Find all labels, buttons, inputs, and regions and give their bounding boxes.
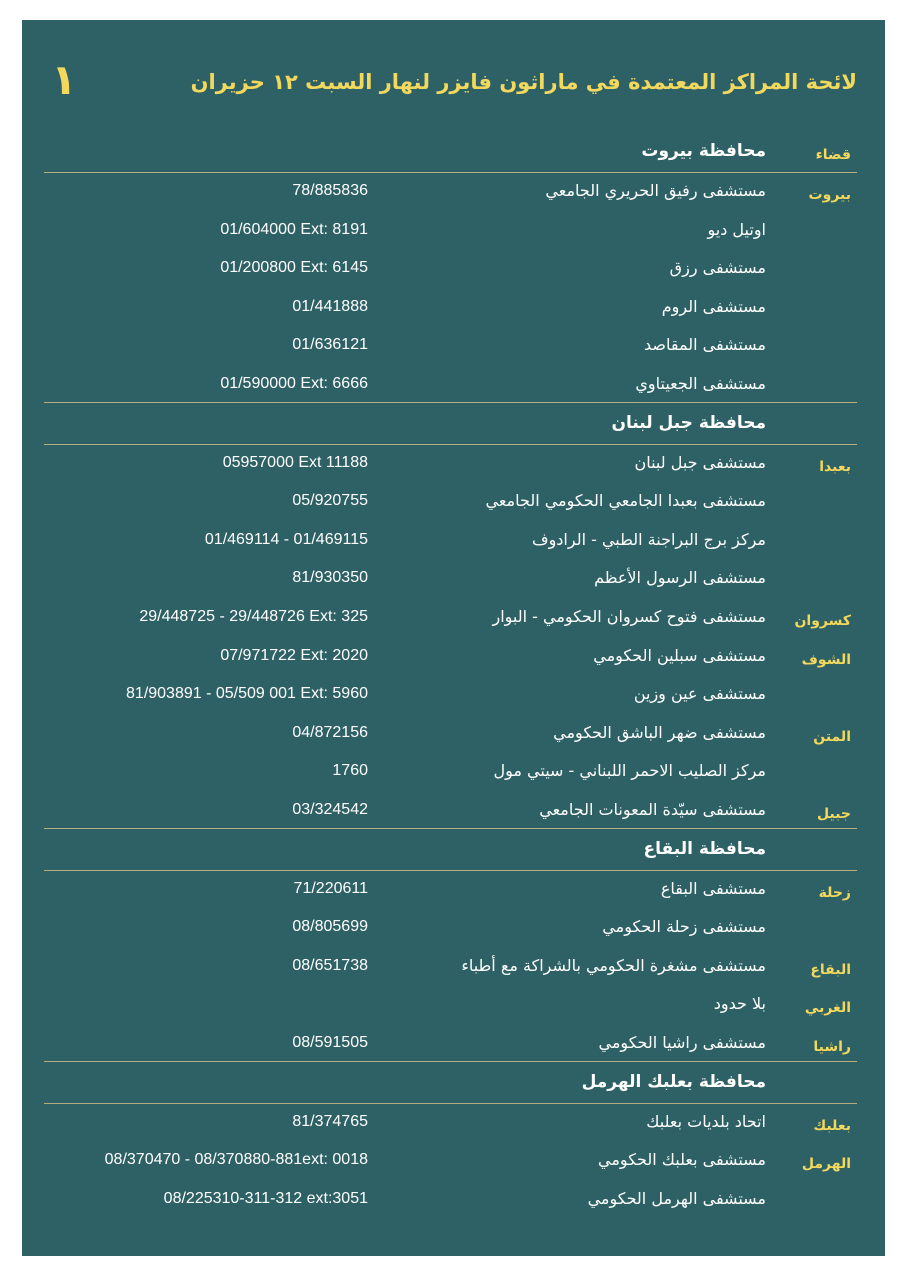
- center-name: اوتيل ديو: [707, 219, 766, 239]
- center-name: مستشفى الجعيتاوي: [635, 374, 766, 393]
- divider-line: [44, 828, 857, 829]
- center-row: [44, 910, 857, 948]
- center-phone: 05/920755: [292, 492, 368, 510]
- district-label: [781, 677, 851, 715]
- governorate-header: [44, 406, 857, 444]
- center-name: مستشفى جبل لبنان: [634, 452, 766, 472]
- center-row: [44, 367, 857, 405]
- center-row: [44, 793, 857, 831]
- district-label: [781, 213, 851, 251]
- center-row: [44, 561, 857, 599]
- district-label: الغربي: [804, 1000, 851, 1017]
- district-label: [781, 523, 851, 561]
- center-row: [44, 251, 857, 289]
- governorate-header: [44, 832, 857, 870]
- center-name: مستشفى ضهر الباشق الحكومي: [553, 722, 766, 742]
- center-name: مستشفى رزق: [669, 258, 766, 278]
- center-row: [44, 949, 857, 987]
- center-row: [44, 1143, 857, 1181]
- center-phone: 29/448725 - 29/448726 Ext: 325: [139, 608, 368, 625]
- center-row: [44, 600, 857, 638]
- district-label: البقاع: [810, 961, 851, 978]
- governorate-title: محافظة جبل لبنان: [611, 412, 766, 433]
- center-name: مركز برج البراجنة الطبي - الرادوف: [531, 529, 766, 549]
- center-name: مستشفى رفيق الحريري الجامعي: [545, 181, 766, 200]
- district-label: [781, 484, 851, 522]
- center-phone: 08/651738: [292, 956, 368, 974]
- center-row: [44, 523, 857, 561]
- page-number: ١: [51, 55, 77, 104]
- governorate-header: [44, 134, 857, 172]
- center-name: مستشفى بعبدا الجامعي الحكومي الجامعي: [485, 491, 766, 511]
- divider-line: [44, 870, 857, 871]
- center-row: [44, 987, 857, 1025]
- center-row: [44, 872, 857, 910]
- center-row: [44, 446, 857, 484]
- center-phone: 81/930350: [292, 569, 368, 587]
- center-name: مركز الصليب الاحمر اللبناني - سيتي مول: [493, 761, 766, 781]
- center-phone: 01/636121: [292, 336, 368, 354]
- district-label: جبيل: [816, 806, 851, 822]
- district-label: [781, 328, 851, 366]
- center-row: [44, 1026, 857, 1064]
- center-phone: 08/370470 - 08/370880-881ext: 0018: [104, 1151, 368, 1169]
- center-row: [44, 716, 857, 754]
- center-name: مستشفى المقاصد: [644, 335, 766, 355]
- center-name: مستشفى فتوح كسروان الحكومي - البوار: [492, 607, 766, 626]
- governorate-header: [44, 1065, 857, 1103]
- center-row: [44, 1105, 857, 1143]
- center-phone: 01/469114 - 01/469115: [204, 530, 368, 548]
- divider-line: [44, 402, 857, 403]
- center-phone: 01/604000 Ext: 8191: [220, 220, 368, 238]
- center-name: اتحاد بلديات بعلبك: [646, 1111, 766, 1131]
- center-name: مستشفى بعلبك الحكومي: [598, 1150, 766, 1170]
- center-name: مستشفى زحلة الحكومي: [602, 917, 766, 937]
- center-name: بلا حدود: [713, 994, 766, 1014]
- district-label: [781, 754, 851, 792]
- center-row: [44, 213, 857, 251]
- center-name: مستشفى البقاع: [660, 878, 766, 898]
- center-phone: 01/200800 Ext: 6145: [220, 259, 368, 277]
- district-label: زحلة: [818, 884, 851, 901]
- district-label: بعلبك: [813, 1117, 851, 1134]
- district-label: [781, 251, 851, 289]
- district-label: راشيا: [813, 1039, 851, 1055]
- center-phone: 07/971722 Ext: 2020: [220, 646, 368, 664]
- center-row: [44, 328, 857, 366]
- center-row: [44, 639, 857, 677]
- center-row: [44, 754, 857, 792]
- center-phone: 04/872156: [292, 723, 368, 741]
- center-phone: 81/374765: [292, 1112, 368, 1130]
- district-label: الهرمل: [801, 1156, 851, 1173]
- district-column-header: قضاء: [815, 147, 851, 163]
- center-row: [44, 484, 857, 522]
- center-phone: 01/441888: [292, 297, 368, 315]
- center-phone: 05957000 Ext 11188: [222, 453, 368, 471]
- governorate-title: محافظة بيروت: [641, 141, 766, 161]
- center-phone: 1760: [332, 762, 368, 780]
- center-name: مستشفى راشيا الحكومي: [598, 1033, 766, 1052]
- district-label: كسروان: [794, 613, 851, 629]
- divider-line: [44, 172, 857, 173]
- governorate-title: محافظة البقاع: [643, 838, 766, 859]
- center-phone: 71/220611: [293, 879, 368, 897]
- center-row: [44, 290, 857, 328]
- district-label: [781, 290, 851, 328]
- center-phone: [44, 987, 368, 1025]
- center-row: [44, 1182, 857, 1220]
- center-phone: 03/324542: [292, 801, 368, 818]
- district-label: الشوف: [801, 651, 851, 668]
- district-label: بعبدا: [819, 458, 851, 475]
- divider-line: [44, 444, 857, 445]
- divider-line: [44, 1103, 857, 1104]
- center-name: مستشفى الرسول الأعظم: [594, 568, 766, 588]
- center-name: مستشفى الهرمل الحكومي: [587, 1188, 766, 1208]
- center-phone: 78/885836: [292, 182, 368, 199]
- district-label: بيروت: [808, 187, 851, 203]
- center-row: [44, 677, 857, 715]
- district-label: [781, 1182, 851, 1220]
- center-name: مستشفى سيّدة المعونات الجامعي: [539, 800, 766, 819]
- center-name: مستشفى سبلين الحكومي: [593, 645, 766, 665]
- center-phone: 08/225310-311-312 ext:3051: [163, 1189, 368, 1207]
- center-row: [44, 174, 857, 212]
- center-name: مستشفى مشغرة الحكومي بالشراكة مع أطباء: [461, 955, 766, 975]
- center-phone: 81/903891 - 05/509 001 Ext: 5960: [126, 685, 368, 703]
- governorate-title: محافظة بعلبك الهرمل: [581, 1071, 766, 1092]
- page-title: لائحة المراكز المعتمدة في ماراثون فايزر لنهار السبت ١٢ حزيران: [190, 70, 857, 94]
- divider-line: [44, 1061, 857, 1062]
- district-label: [781, 561, 851, 599]
- center-name: مستشفى الروم: [661, 296, 766, 316]
- center-phone: 01/590000 Ext: 6666: [220, 375, 368, 392]
- center-phone: 08/805699: [292, 918, 368, 936]
- district-label: المتن: [813, 728, 851, 745]
- district-label: [781, 910, 851, 948]
- center-name: مستشفى عين وزين: [633, 684, 766, 704]
- center-phone: 08/591505: [292, 1034, 368, 1051]
- district-label: [781, 367, 851, 405]
